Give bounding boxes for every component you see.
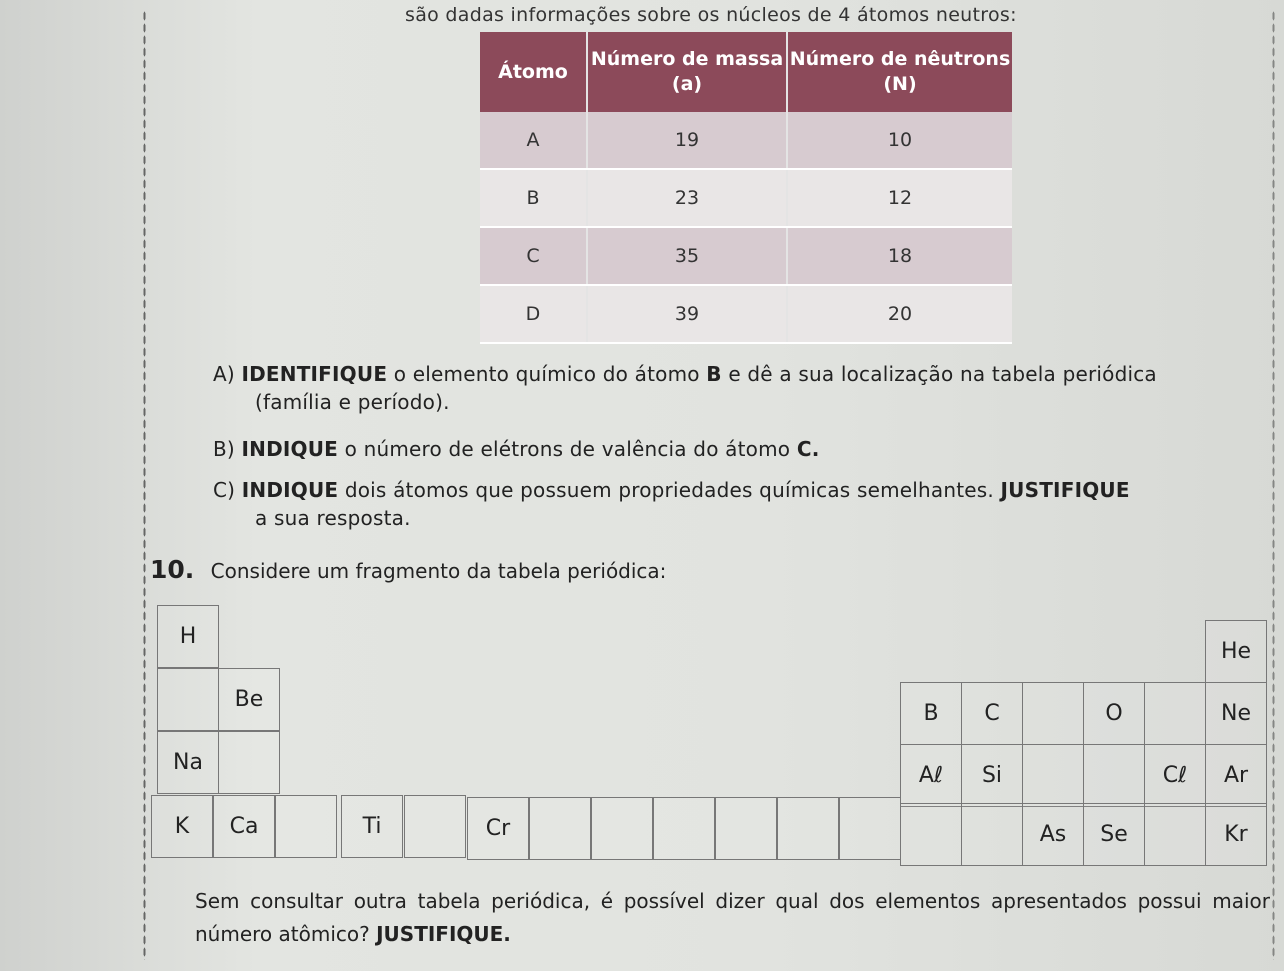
element-cell [529, 797, 591, 860]
table-row [480, 169, 1012, 227]
element-cell [653, 797, 715, 860]
cell-atom: A [480, 112, 587, 169]
element-cell [900, 803, 962, 866]
question-10-number: 10. [150, 555, 195, 584]
cell-mass: 39 [587, 285, 787, 343]
question-a-text-2: e dê a sua localização na tabela periódica [728, 362, 1157, 386]
cell-atom: C [480, 227, 587, 285]
question-b-keyword: INDIQUE [241, 437, 339, 461]
element-cell [1083, 744, 1145, 807]
element-cell: B [900, 682, 962, 745]
cell-mass: 35 [587, 227, 787, 285]
element-cell: Ti [341, 795, 403, 858]
final-question-keyword: JUSTIFIQUE. [376, 922, 511, 946]
table-row [480, 285, 1012, 343]
question-a-text: o elemento químico do átomo [393, 362, 700, 386]
element-cell [777, 797, 839, 860]
question-b-atom: C. [796, 437, 820, 461]
question-c-keyword-2: JUSTIFIQUE [1000, 478, 1130, 502]
question-10-text: Considere um fragmento da tabela periódica: [210, 559, 667, 583]
question-c-keyword: INDIQUE [241, 478, 339, 502]
element-cell [591, 797, 653, 860]
element-cell: Kr [1205, 803, 1267, 866]
element-cell [1144, 682, 1206, 745]
element-cell: Cℓ [1144, 744, 1206, 807]
question-a-label: A) [213, 362, 235, 386]
question-a-atom: B [706, 362, 722, 386]
element-cell [404, 795, 466, 858]
element-cell: Aℓ [900, 744, 962, 807]
intro-text: são dadas informações sobre os núcleos de 4 átomos neutros: [405, 4, 1017, 26]
nuclei-table [480, 32, 1012, 344]
table-row [480, 227, 1012, 285]
element-cell: Ca [213, 795, 275, 858]
cell-atom: D [480, 285, 587, 343]
element-cell: Ar [1205, 744, 1267, 807]
question-b-text: o número de elétrons de valência do átomo [344, 437, 791, 461]
margin-dots-right [1272, 10, 1275, 960]
element-cell: H [157, 605, 219, 668]
element-cell: O [1083, 682, 1145, 745]
element-cell [839, 797, 901, 860]
element-cell: He [1205, 620, 1267, 683]
question-c-line1 [213, 478, 1130, 502]
element-cell: Ne [1205, 682, 1267, 745]
final-question-text: Sem consultar outra tabela periódica, é possível dizer qual dos elementos apresentados possui maior número atômico? [195, 889, 1270, 946]
margin-dots-left [143, 10, 146, 960]
element-cell: K [151, 795, 213, 858]
element-cell [1022, 744, 1084, 807]
question-a-line2: (família e período). [255, 390, 450, 414]
element-cell: Be [218, 668, 280, 731]
element-cell [961, 803, 1023, 866]
cell-atom: B [480, 169, 587, 227]
element-cell [1022, 682, 1084, 745]
element-cell: C [961, 682, 1023, 745]
question-a-keyword: IDENTIFIQUE [241, 362, 388, 386]
final-question [195, 885, 1270, 951]
cell-neutrons: 20 [787, 285, 1012, 343]
cell-neutrons: 18 [787, 227, 1012, 285]
header-mass-number: Número de massa (a) [587, 32, 787, 112]
element-cell [1144, 803, 1206, 866]
question-c-label: C) [213, 478, 236, 502]
table-row [480, 112, 1012, 169]
cell-neutrons: 10 [787, 112, 1012, 169]
question-b [213, 437, 820, 461]
element-cell: Cr [467, 797, 529, 860]
question-c-line2: a sua resposta. [255, 506, 411, 530]
question-a-line1 [213, 362, 1157, 386]
element-cell [157, 668, 219, 731]
element-cell [275, 795, 337, 858]
element-cell: As [1022, 803, 1084, 866]
question-b-label: B) [213, 437, 235, 461]
cell-neutrons: 12 [787, 169, 1012, 227]
element-cell [218, 731, 280, 794]
element-cell [715, 797, 777, 860]
question-c-text: dois átomos que possuem propriedades químicas semelhantes. [344, 478, 994, 502]
question-10 [150, 555, 666, 584]
element-cell: Na [157, 731, 219, 794]
header-atom: Átomo [480, 32, 587, 112]
header-neutron-number: Número de nêutrons (N) [787, 32, 1012, 112]
element-cell: Se [1083, 803, 1145, 866]
element-cell: Si [961, 744, 1023, 807]
cell-mass: 19 [587, 112, 787, 169]
cell-mass: 23 [587, 169, 787, 227]
